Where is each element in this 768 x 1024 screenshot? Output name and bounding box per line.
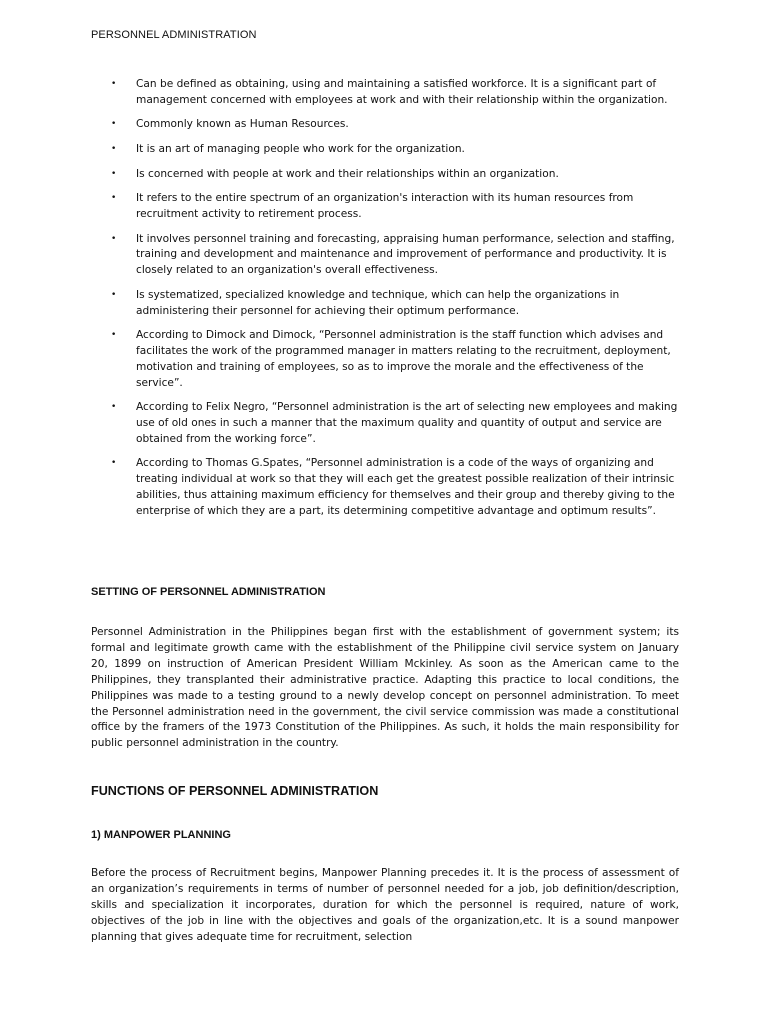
bullet-dot-icon: • [111, 119, 117, 130]
setting-paragraph: Personnel Administration in the Philippines began first with the establishment of government system; its formal and legitimate growth came with the establishment of the Philippine civil service system on January 20, 1899 on instruction of American President William Mckinley. As soon as the American came to the Philippines, they transplanted their administrative practice. Adapting this practice to local conditions, the Philippines was made to a testing ground to a newly develop concept on personnel administration. To meet the Personnel administration need in the government, the civil service commission was made a constitutional office by the framers of the 1973 Constitution of the Philippines. As such, it holds the main responsibility for public personnel administration in the country. [91, 626, 679, 750]
bullet-item [111, 288, 681, 320]
bullet-dot-icon: • [111, 233, 117, 244]
bullet-item [111, 191, 681, 223]
bullet-item [111, 400, 681, 447]
bullet-dot-icon: • [111, 402, 117, 413]
bullet-dot-icon: • [111, 143, 117, 154]
bullet-item [111, 142, 681, 158]
bullet-dot-icon: • [111, 289, 117, 300]
functions-heading: FUNCTIONS OF PERSONNEL ADMINISTRATION [91, 784, 379, 798]
bullet-dot-icon: • [111, 79, 117, 89]
bullet-item [111, 77, 681, 109]
bullet-dot-icon: • [111, 330, 117, 341]
bullet-text: It involves personnel training and forecasting, appraising human performance, selection and staffing, training and development and maintenance and improvement of performance and productivity. It is closely related to an organization's overall effectiveness. [136, 232, 675, 277]
bullet-item [111, 232, 681, 279]
bullet-text: According to Felix Negro, “Personnel administration is the art of selecting new employees and making use of old ones in such a manner that the maximum quality and quantity of output and service are obtained from the working force”. [136, 401, 678, 445]
bullet-dot-icon: • [111, 193, 117, 204]
bullet-dot-icon: • [111, 168, 117, 179]
bullet-text: Is systematized, specialized knowledge and technique, which can help the organizations in administering their personnel for achieving their optimum performance. [136, 288, 620, 317]
bullet-text: It refers to the entire spectrum of an organization's interaction with its human resources from recruitment activity to retirement process. [136, 192, 634, 220]
bullet-text: It is an art of managing people who work for the organization. [136, 142, 465, 155]
bullet-text: Commonly known as Human Resources. [136, 118, 349, 131]
manpower-planning-paragraph: Before the process of Recruitment begins, Manpower Planning precedes it. It is the process of assessment of an organization’s requirements in terms of number of personnel needed for a job, job definition/description, skills and specialization it incorporates, duration for which the personnel is required, nature of work, objectives of the job in line with the objectives and goals of the organization,etc. It is a sound manpower planning that gives adequate time for recruitment, selection [91, 867, 679, 943]
definition-bullet-list [111, 77, 681, 528]
bullet-item [111, 167, 681, 183]
bullet-text: Is concerned with people at work and their relationships within an organization. [136, 167, 559, 180]
bullet-item [111, 456, 681, 519]
manpower-planning-heading: 1) MANPOWER PLANNING [91, 829, 231, 841]
bullet-text: According to Dimock and Dimock, “Personnel administration is the staff function which advises and facilitates the work of the programmed manager in matters relating to the recruitment, deployment, motivation and training of employees, so as to improve the morale and the effectiveness of the service”. [136, 329, 671, 389]
bullet-text: Can be defined as obtaining, using and maintaining a satisfied workforce. It is a significant part of management concerned with employees at work and with their relationship within the organization. [136, 78, 668, 106]
bullet-dot-icon: • [111, 458, 117, 469]
setting-heading: SETTING OF PERSONNEL ADMINISTRATION [91, 586, 326, 598]
bullet-item [111, 328, 681, 391]
bullet-text: According to Thomas G.Spates, “Personnel administration is a code of the ways of organizing and treating individual at work so that they will each get the greatest possible realization of their intrinsic abilities, thus attaining maximum efficiency for themselves and their group and thereby giving to the enterprise of which they are a part, its determining competitive advantage and optimum results”. [136, 457, 675, 517]
document-title: PERSONNEL ADMINISTRATION [91, 29, 257, 41]
bullet-item [111, 117, 681, 133]
